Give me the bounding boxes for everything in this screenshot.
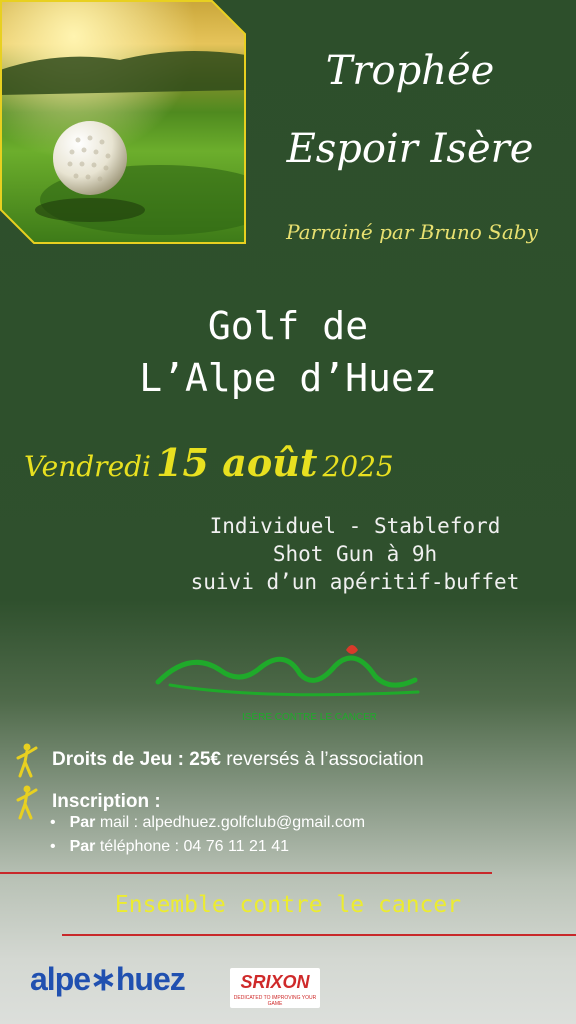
- sponsor-text: Parrainé par Bruno Saby: [286, 220, 538, 244]
- fees-label: Droits de Jeu : 25€: [52, 749, 221, 770]
- date-year: 2025: [322, 450, 394, 483]
- srixon-name: SRIXON: [240, 972, 310, 992]
- format-line-2: Shot Gun à 9h: [272, 542, 438, 566]
- alpe-huez-logo: alpe∗huez: [30, 961, 185, 997]
- golf-ball-icon: [0, 0, 246, 244]
- fees-text: [52, 749, 424, 771]
- fees-rest: reversés à l’association: [220, 749, 424, 770]
- golfer-icon: [14, 784, 40, 820]
- divider-top: [0, 872, 492, 874]
- slogan: Ensemble contre le cancer: [114, 892, 462, 918]
- format-line-1: Individuel - Stableford: [209, 514, 501, 538]
- mail-label: Par: [69, 814, 96, 831]
- phone-text[interactable]: téléphone : 04 76 11 21 41: [95, 838, 290, 855]
- mail-text[interactable]: mail : alpedhuez.golfclub@gmail.com: [95, 814, 366, 831]
- title-line-2: Espoir Isère: [286, 126, 534, 172]
- srixon-tagline: DEDICATED TO IMPROVING YOUR GAME: [233, 995, 317, 1007]
- golf-photo: [0, 0, 246, 244]
- mail-bullet: • Par mail : alpedhuez.golfclub@gmail.com: [50, 814, 366, 831]
- registration-text: [52, 791, 161, 813]
- format-line-3: suivi d’un apéritif-buffet: [190, 570, 520, 594]
- title-line-1: Trophée: [325, 48, 495, 94]
- venue-line-1: Golf de: [207, 304, 369, 348]
- espoir-logo: [150, 640, 430, 730]
- golfer-icon: [14, 742, 40, 778]
- espoir-logo-tagline: ISÈRE CONTRE LE CANCER: [242, 712, 378, 723]
- date-weekday: Vendredi: [24, 450, 152, 483]
- event-date: [24, 440, 394, 485]
- venue-line-2: L’Alpe d’Huez: [139, 356, 437, 400]
- date-day-month: 15 août: [156, 440, 318, 485]
- registration-label: Inscription :: [52, 791, 161, 812]
- srixon-logo: [230, 968, 320, 1008]
- phone-bullet: • Par téléphone : 04 76 11 21 41: [50, 838, 290, 855]
- divider-bottom: [62, 934, 576, 936]
- fees-row: [14, 742, 424, 778]
- phone-label: Par: [69, 838, 96, 855]
